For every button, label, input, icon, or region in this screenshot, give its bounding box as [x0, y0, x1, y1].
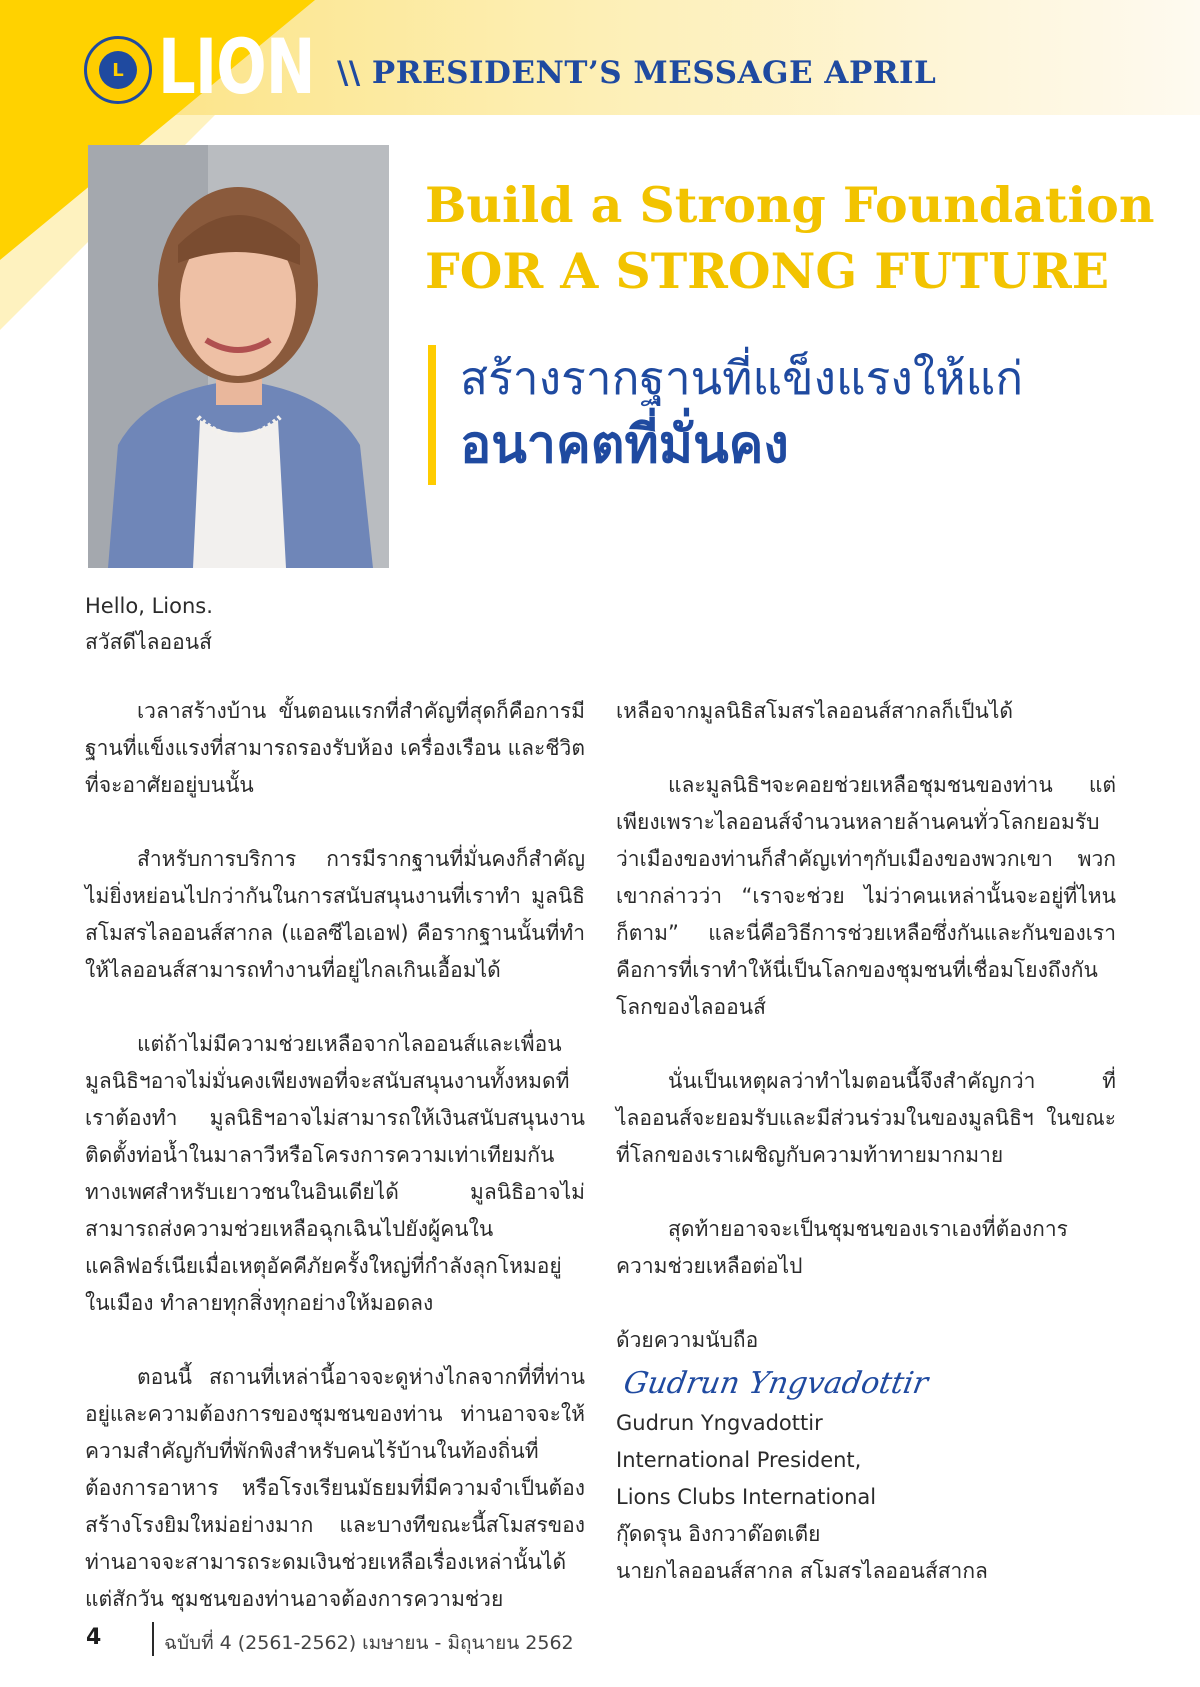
paragraph: และมูลนิธิฯจะคอยช่วยเหลือชุมชนของท่าน แต่เพียงเพราะไลออนส์จำนวนหลายล้านคนทั่วโลกยอมรับว่าเมืองของท่านก็สำคัญเท่าๆกับเมืองของพวกเขา พวกเขากล่าวว่า “เราจะช่วย ไม่ว่าคนเหล่านั้นจะอยู่ที่ไหนก็ตาม” และนี่คือวิธีการช่วยเหลือซึ่งกันและกันของเรา คือการที่เราทำให้นี่เป็นโลกของชุมชนที่เชื่อมโยงถึงกัน โลกของไลออนส์	[616, 773, 1116, 1019]
section-title: \\ PRESIDENT’S MESSAGE APRIL	[337, 55, 937, 91]
english-headline	[425, 172, 1155, 304]
greeting	[85, 588, 213, 660]
paragraph: สุดท้ายอาจจะเป็นชุมชนของเราเองที่ต้องการความช่วยเหลือต่อไป	[616, 1217, 1068, 1278]
magazine-brand: LION	[158, 22, 315, 111]
article-right-column	[616, 693, 1116, 1590]
english-headline-line1: Build a Strong Foundation	[425, 176, 1155, 234]
president-photo	[88, 145, 389, 568]
logo-letter: L	[99, 51, 137, 89]
greeting-english: Hello, Lions.	[85, 594, 213, 618]
article-left-column	[85, 693, 585, 1618]
lions-logo-icon	[84, 36, 152, 104]
signature-block	[616, 1322, 1116, 1590]
paragraph: นั่นเป็นเหตุผลว่าทำไมตอนนี้จึงสำคัญกว่า ที่ไลออนส์จะยอมรับและมีส่วนร่วมในของมูลนิธิฯ ในขณะที่โลกของเราเผชิญกับความท้าทายมากมาย	[616, 1069, 1116, 1167]
english-headline-line2: FOR A STRONG FUTURE	[425, 242, 1110, 300]
signer-name: Gudrun Yngvadottir	[616, 1411, 823, 1435]
thai-headline-line1: สร้างรากฐานที่แข็งแรงให้แก่	[460, 351, 1024, 405]
signer-organization: Lions Clubs International	[616, 1485, 877, 1509]
signer-name-thai: กุ๊ดดรุน อิงกวาด๊อตเตีย	[616, 1522, 821, 1546]
paragraph: เวลาสร้างบ้าน ขั้นตอนแรกที่สำคัญที่สุดก็คือการมีฐานที่แข็งแรงที่สามารถรองรับห้อง เครื่องเรือน และชีวิตที่จะอาศัยอยู่บนนั้น	[85, 699, 585, 797]
greeting-thai: สวัสดีไลออนส์	[85, 630, 212, 654]
closing: ด้วยความนับถือ	[616, 1328, 759, 1352]
paragraph: แต่ถ้าไม่มีความช่วยเหลือจากไลออนส์และเพื่อนมูลนิธิฯอาจไม่มั่นคงเพียงพอที่จะสนับสนุนงานทั้งหมดที่เราต้องทำ มูลนิธิฯอาจไม่สามารถให้เงินสนับสนุนงานติดตั้งท่อน้ำในมาลาวีหรือโครงการความเท่าเทียมกันทางเพศสำหรับเยาวชนในอินเดียได้ มูลนิธิอาจไม่สามารถส่งความช่วยเหลือฉุกเฉินไปยังผู้คนในแคลิฟอร์เนียเมื่อเหตุอัคคีภัยครั้งใหญ่ที่กำลังลุกโหมอยู่ในเมือง ทำลายทุกสิ่งทุกอย่างให้มอดลง	[85, 1032, 585, 1315]
page-number: 4	[86, 1625, 102, 1650]
handwritten-signature: Gudrun Yngvadottir	[620, 1366, 931, 1401]
footer-divider	[152, 1622, 154, 1656]
thai-headline-line2: อนาคตที่มั่นคง	[460, 415, 789, 475]
issue-info: ฉบับที่ 4 (2561-2562) เมษายน - มิถุนายน 2562	[164, 1632, 574, 1654]
paragraph-continuation: เหลือจากมูลนิธิสโมสรไลออนส์สากลก็เป็นได้	[616, 699, 1014, 723]
paragraph: สำหรับการบริการ การมีรากฐานที่มั่นคงก็สำคัญไม่ยิ่งหย่อนไปกว่ากันในการสนับสนุนงานที่เราทำ มูลนิธิสโมสรไลออนส์สากล (แอลซีไอเอฟ) คือรากฐานนั้นที่ทำให้ไลออนส์สามารถทำงานที่อยู่ไกลเกินเอื้อมได้	[85, 847, 585, 982]
paragraph: ตอนนี้ สถานที่เหล่านี้อาจจะดูห่างไกลจากที่ที่ท่านอยู่และความต้องการของชุมชนของท่าน ท่านอาจจะให้ความสำคัญกับที่พักพิงสำหรับคนไร้บ้านในท้องถิ่นที่ต้องการอาหาร หรือโรงเรียนมัธยมที่มีความจำเป็นต้องสร้างโรงยิมใหม่อย่างมาก และบางทีขณะนี้สโมสรของท่านอาจจะสามารถระดมเงินช่วยเหลือเรื่องเหล่านั้นได้ แต่สักวัน ชุมชนของท่านอาจต้องการความช่วย	[85, 1365, 585, 1611]
thai-headline-accent-bar	[428, 345, 436, 485]
thai-headline	[460, 345, 1160, 479]
signer-title-thai: นายกไลออนส์สากล สโมสรไลออนส์สากล	[616, 1559, 988, 1583]
signer-title: International President,	[616, 1448, 862, 1472]
